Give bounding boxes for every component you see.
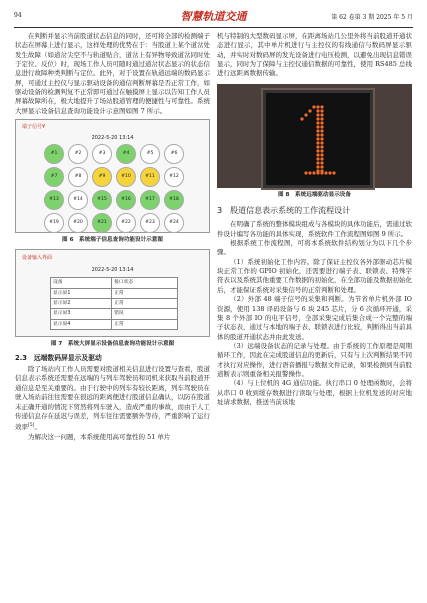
terminal-indicator: #14 xyxy=(68,190,88,210)
led-dot xyxy=(304,171,307,174)
terminal-indicator: #16 xyxy=(116,190,136,210)
figure-caption: 图 6 系统端子信息查询功能设计示意图 xyxy=(62,237,163,244)
table-row xyxy=(51,309,178,319)
terminal-indicator: #18 xyxy=(164,190,184,210)
terminal-indicator: #23 xyxy=(140,213,160,233)
panel-label: 设备输入界面 xyxy=(22,255,53,262)
led-dot xyxy=(324,171,327,174)
terminal-indicator: #1 xyxy=(44,144,64,164)
led-dot xyxy=(320,129,323,132)
led-dot xyxy=(320,137,323,140)
led-dot xyxy=(316,109,319,112)
terminal-indicator: #2 xyxy=(68,144,88,164)
led-dot xyxy=(320,161,323,164)
journal-logo: 智慧轨道交通 xyxy=(180,10,247,23)
led-dot xyxy=(316,141,319,144)
led-dot xyxy=(320,125,323,128)
table-cell: 错误 xyxy=(112,309,178,319)
led-dot xyxy=(320,105,323,108)
table-cell: 显示屏1 xyxy=(51,288,112,298)
issue-info: 第 62 卷第 3 期 2025 年 5 月 xyxy=(331,14,413,21)
led-dot xyxy=(312,171,315,174)
paragraph: （1）系统初始化工作内容。除了保证主控仪各外部驱动芯片模块正常工作的 GPIO 初始化，还需要进行端子表、联锁表、特殊字符表以及系统其他重要工作数据的初始化，在全部功能及数据初始化后，才能保证系统对采集信号的正常判断和处理。 xyxy=(217,257,412,294)
table-row xyxy=(51,319,178,329)
led-dot xyxy=(320,145,323,148)
led-dot xyxy=(328,171,331,174)
led-dot xyxy=(316,137,319,140)
figure-6 xyxy=(15,119,210,245)
led-dot xyxy=(316,121,319,124)
remote-display-photo xyxy=(217,84,412,188)
paragraph: 为解决这一问题，本系统使用高可靠性的 51 单片 xyxy=(28,432,171,441)
led-dot xyxy=(316,105,319,108)
panel-timestamp: 2022-5-20 13:14 xyxy=(91,135,134,142)
led-display-panel xyxy=(263,90,373,188)
led-digit xyxy=(300,105,335,174)
led-dot xyxy=(316,153,319,156)
led-dot xyxy=(304,113,307,116)
led-dot xyxy=(316,157,319,160)
terminal-indicator: #24 xyxy=(164,213,184,233)
table-header: 接口状态 xyxy=(112,278,178,288)
header-rule xyxy=(14,27,413,28)
led-dot xyxy=(308,109,311,112)
table-cell: 正常 xyxy=(112,319,178,329)
led-dot xyxy=(316,117,319,120)
terminal-indicator: #11 xyxy=(140,167,160,187)
panel-timestamp: 2022-5-20 13:14 xyxy=(91,267,134,274)
left-column xyxy=(15,32,210,442)
table-cell: 显示屏3 xyxy=(51,309,112,319)
section-heading: 2.3 远端数码屏显示及驱动 xyxy=(15,353,102,362)
paragraph-text: 除了场站内工作人员需要对股道相关信息进行设置与查看，股道信息表示系统还需要在远端的与列车驾驶员和司机来获取当前股道开通信息是至关重要的。由于行驶中的列车有较长距离，列车驾驶员在驶入场站前往往需要在很远的距离便进行股道信息确认，以防在股道未正确开通的情况下贸然将列车驶入，造成严重的事故，而由于人工传递信息存在延迟与误差，列车往往需要额外等待，严重影响了运行效率 xyxy=(15,365,210,432)
device-table xyxy=(50,277,178,330)
table-cell: 显示屏4 xyxy=(51,319,112,329)
right-column xyxy=(217,32,412,407)
led-dot xyxy=(316,133,319,136)
paragraph xyxy=(15,365,210,433)
paragraph: （2）外部 48 端子信号的采集和判断。为节省单片机外部 IO 资源，使用 138 译码设备与 6 块 245 芯片，分 6 次循环开通，采集 8 个外部 IO 的电平信号，全部采集完成后集合成一个完整的端子状态表，通过与本地的端子表、联锁表进行比较，判断得出当前具体的股道开通状态并由此发送。 xyxy=(217,295,412,341)
terminal-indicator: #15 xyxy=(92,190,112,210)
led-dot xyxy=(316,171,319,174)
paragraph: 在明确了系统的整体模块组成与各模块的具体功能后，需通过软件设计编写各功能的具体实现，系统软件工作流程图如图 9 所示。 xyxy=(217,220,412,238)
paragraph-end: 。 xyxy=(34,423,41,432)
terminal-indicator: #19 xyxy=(44,213,64,233)
figure-7 xyxy=(15,249,210,349)
table-cell: 正常 xyxy=(112,299,178,309)
table-row xyxy=(51,288,178,298)
citation: [5] xyxy=(28,423,35,429)
figure-caption: 图 7 系统大屏显示设备信息查询功能设计示意图 xyxy=(50,341,175,348)
led-dot xyxy=(320,141,323,144)
led-dot xyxy=(332,171,335,174)
table-row xyxy=(51,299,178,309)
paragraph: （3）远端设备状态的记录与处理。由于系统的工作原理是周期循环工作，因此在完成股道信息的更新后，只有与上次判断结果不同才执行对应操作，进行语音播报与数据文件记录，如果检测到当前股道断表示则重备相关报警操作。 xyxy=(217,341,412,378)
led-dot xyxy=(316,161,319,164)
terminal-indicator: #7 xyxy=(44,167,64,187)
terminal-indicator: #10 xyxy=(116,167,136,187)
led-dot xyxy=(316,149,319,152)
led-dot xyxy=(316,129,319,132)
paragraph: 机与特制的大型数码显示屏，在距离场站几公里外将当前股道开通状态进行显示，其中单片机进行与主控仪的有线通信与数码屏显示驱动，并实时对数码屏的发光设备进行电压检测，以避免出现信息错误显示，同时为了保障与主控仪通信数据的可靠性，使用 RS485 总线进行远距离数据传输。 xyxy=(217,32,412,78)
terminal-grid xyxy=(44,144,184,233)
terminal-indicator: #5 xyxy=(140,144,160,164)
led-dot xyxy=(320,157,323,160)
led-dot xyxy=(312,105,315,108)
terminal-indicator: #9 xyxy=(92,167,112,187)
terminal-indicator: #21 xyxy=(92,213,112,233)
terminal-indicator: #13 xyxy=(44,190,64,210)
terminal-indicator: #6 xyxy=(164,144,184,164)
terminal-indicator: #4 xyxy=(116,144,136,164)
led-dot xyxy=(316,125,319,128)
terminal-indicator: #12 xyxy=(164,167,184,187)
figure-8 xyxy=(217,84,412,200)
terminal-indicator: #20 xyxy=(68,213,88,233)
panel-label: 端子信号¥ xyxy=(22,124,46,131)
led-dot xyxy=(320,133,323,136)
table-cell: 显示屏2 xyxy=(51,299,112,309)
terminal-indicator: #8 xyxy=(68,167,88,187)
led-dot xyxy=(316,145,319,148)
page-header xyxy=(14,8,413,26)
led-dot xyxy=(320,171,323,174)
led-dot xyxy=(316,113,319,116)
terminal-indicator: #17 xyxy=(140,190,160,210)
paragraph: 在判断并显示当前股道状态信息的同时，还可将全部的检测端子状态在屏幕上进行显示，这样处理的优势在于：当股道上某个道岔处发生故障（如道岔尖空不与轨道贴合，道岔上有异物导致道岔同时处于定位、反位）时，现场工作人员可随时通过道岔状态显示的状态信息进行故障种类判断与定位。此外，对于设置在轨道远端的数码显示屏，可通过主控仪与显示驱动设备的通信判断屏幕是否正常工作，如驱动设备的检测判复不正常即可通过在触摸屏上显示以告知工作人员屏幕故障所在，极大地提升了场站股道管理的便捷性与可靠性。系统大屏显示设备信息查询功能设计示意图如图 7 所示。 xyxy=(15,32,210,115)
terminal-status-panel xyxy=(15,119,210,233)
led-dot xyxy=(320,149,323,152)
led-dot xyxy=(320,109,323,112)
terminal-indicator: #22 xyxy=(116,213,136,233)
led-dot xyxy=(320,121,323,124)
led-dot xyxy=(308,171,311,174)
section-heading: 3 股道信息表示系统的工作流程设计 xyxy=(217,206,351,216)
led-dot xyxy=(320,165,323,168)
device-status-panel xyxy=(15,249,210,337)
led-dot xyxy=(320,153,323,156)
paragraph: （4）与上位机的 4G 通信功能。执行串口 0 处理函数时，会将从串口 0 收到缓存数据进行读取与处理，根据上位机发送的对应地址请求数据，推送当前该地 xyxy=(217,379,412,406)
led-dot xyxy=(320,113,323,116)
led-dot xyxy=(300,117,303,120)
figure-caption: 图 8 系统远端驱动显示设备 xyxy=(278,191,351,198)
led-dot xyxy=(316,165,319,168)
led-digit-graphic xyxy=(266,93,370,185)
led-dot xyxy=(320,117,323,120)
page-number: 94 xyxy=(14,12,22,19)
table-cell: 正常 xyxy=(112,288,178,298)
table-header: 设备 xyxy=(51,278,112,288)
paragraph: 根据系统工作流程图，可将本系统软件结构划分为以下几个步骤。 xyxy=(217,239,412,257)
terminal-indicator: #3 xyxy=(92,144,112,164)
